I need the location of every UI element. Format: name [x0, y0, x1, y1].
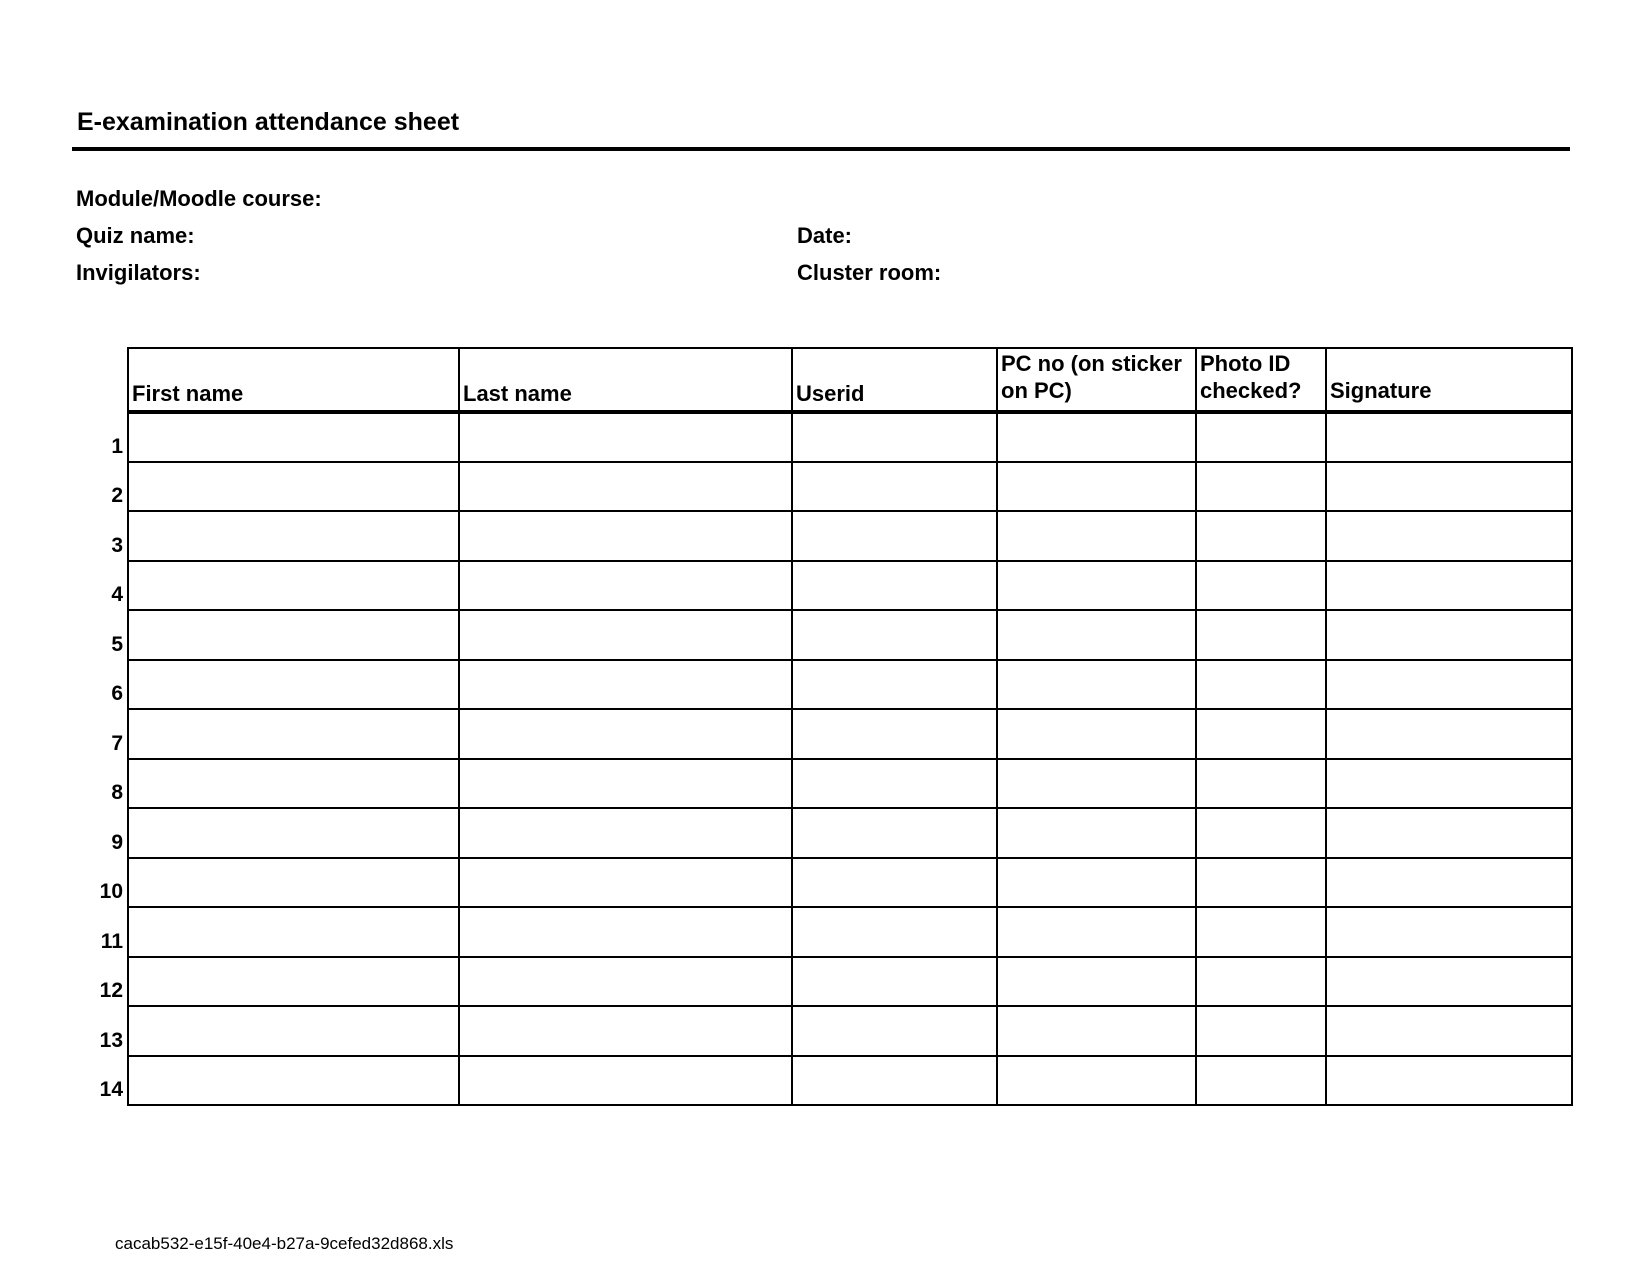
- userid-cell[interactable]: [792, 808, 997, 858]
- row-number: 13: [99, 1028, 123, 1052]
- last-name-cell[interactable]: [459, 1006, 792, 1056]
- first-name-cell[interactable]: [111, 561, 459, 611]
- column-header-signature: [1326, 348, 1572, 412]
- first-name-cell[interactable]: [111, 660, 459, 710]
- row-number: 9: [111, 830, 123, 854]
- row-number: 12: [99, 979, 123, 1002]
- userid-cell[interactable]: [792, 957, 997, 1007]
- photo-id-cell[interactable]: [1196, 561, 1326, 611]
- row-number: 10: [99, 880, 123, 903]
- signature-cell[interactable]: [1326, 1056, 1572, 1106]
- pc-no-cell[interactable]: [997, 808, 1196, 858]
- first-name-cell[interactable]: [99, 1006, 459, 1056]
- column-header-text: checked?: [1200, 378, 1302, 403]
- column-header-first-name: [128, 348, 459, 412]
- table-row: [128, 561, 1572, 611]
- column-header-pc-no: [997, 348, 1196, 412]
- pc-no-cell[interactable]: [997, 1056, 1196, 1106]
- userid-cell[interactable]: [792, 759, 997, 809]
- table-row: [128, 462, 1572, 512]
- first-name-cell[interactable]: [99, 957, 459, 1007]
- invigilators-label: Invigilators:: [76, 260, 201, 285]
- column-header-photo-id: [1196, 348, 1326, 412]
- title-divider: [72, 147, 1570, 151]
- page-title: E-examination attendance sheet: [77, 108, 460, 136]
- table-row: [128, 957, 1572, 1007]
- last-name-cell[interactable]: [459, 660, 792, 710]
- table-header-row: [128, 348, 1572, 412]
- row-number: 14: [99, 1078, 123, 1101]
- quiz-name-label: Quiz name:: [76, 223, 195, 248]
- table-row: [128, 1006, 1572, 1056]
- signature-cell[interactable]: [1326, 660, 1572, 710]
- signature-cell[interactable]: [1326, 1006, 1572, 1056]
- last-name-cell[interactable]: [459, 412, 792, 462]
- pc-no-cell[interactable]: [997, 561, 1196, 611]
- photo-id-cell[interactable]: [1196, 907, 1326, 957]
- signature-cell[interactable]: [1326, 907, 1572, 957]
- userid-cell[interactable]: [792, 462, 997, 512]
- signature-cell[interactable]: [1326, 808, 1572, 858]
- signature-cell[interactable]: [1326, 610, 1572, 660]
- signature-cell[interactable]: [1326, 759, 1572, 809]
- column-header-text: Photo ID: [1200, 351, 1291, 376]
- row-number: 4: [111, 583, 123, 606]
- last-name-cell[interactable]: [459, 1056, 792, 1106]
- first-name-cell[interactable]: [100, 907, 459, 957]
- table-row: [128, 808, 1572, 858]
- row-number: 6: [111, 682, 123, 705]
- last-name-cell[interactable]: [459, 709, 792, 759]
- pc-no-cell[interactable]: [997, 610, 1196, 660]
- userid-cell[interactable]: [792, 858, 997, 908]
- row-number: 1: [111, 434, 123, 458]
- photo-id-cell[interactable]: [1196, 1006, 1326, 1056]
- photo-id-cell[interactable]: [1196, 462, 1326, 512]
- last-name-cell[interactable]: [459, 561, 792, 611]
- column-header-text: Signature: [1330, 378, 1432, 403]
- last-name-cell[interactable]: [459, 858, 792, 908]
- last-name-cell[interactable]: [459, 759, 792, 809]
- table-row: [128, 709, 1572, 759]
- first-name-cell[interactable]: [111, 462, 459, 512]
- userid-cell[interactable]: [792, 907, 997, 957]
- column-header-userid: [792, 348, 997, 412]
- first-name-cell[interactable]: [111, 511, 459, 561]
- signature-cell[interactable]: [1326, 511, 1572, 561]
- table-row: [128, 1056, 1572, 1106]
- userid-cell[interactable]: [792, 1056, 997, 1106]
- row-number: 8: [111, 781, 123, 804]
- pc-no-cell[interactable]: [997, 759, 1196, 809]
- first-name-cell[interactable]: [111, 709, 459, 759]
- column-header-text: Userid: [796, 381, 865, 406]
- signature-cell[interactable]: [1326, 561, 1572, 611]
- photo-id-cell[interactable]: [1196, 511, 1326, 561]
- last-name-cell[interactable]: [459, 610, 792, 660]
- pc-no-cell[interactable]: [997, 858, 1196, 908]
- pc-no-cell[interactable]: [997, 511, 1196, 561]
- pc-no-cell[interactable]: [997, 1006, 1196, 1056]
- column-header-text: First name: [132, 381, 244, 406]
- pc-no-cell[interactable]: [997, 462, 1196, 512]
- table-row: [128, 660, 1572, 710]
- column-header-text: Last name: [463, 381, 572, 406]
- column-header-text: PC no (on sticker: [1001, 351, 1182, 376]
- photo-id-cell[interactable]: [1196, 1056, 1326, 1106]
- pc-no-cell[interactable]: [997, 412, 1196, 462]
- first-name-cell[interactable]: [111, 610, 459, 660]
- signature-cell[interactable]: [1326, 858, 1572, 908]
- row-number: 11: [100, 929, 123, 953]
- photo-id-cell[interactable]: [1196, 957, 1326, 1007]
- first-name-cell[interactable]: [111, 759, 459, 809]
- pc-no-cell[interactable]: [997, 660, 1196, 710]
- photo-id-cell[interactable]: [1196, 808, 1326, 858]
- attendance-table: [99, 347, 1573, 1106]
- first-name-cell[interactable]: [99, 858, 459, 908]
- last-name-cell[interactable]: [459, 511, 792, 561]
- pc-no-cell[interactable]: [997, 957, 1196, 1007]
- table-row: [128, 511, 1572, 561]
- photo-id-cell[interactable]: [1196, 610, 1326, 660]
- photo-id-cell[interactable]: [1196, 709, 1326, 759]
- date-label: Date:: [797, 223, 853, 248]
- last-name-cell[interactable]: [459, 808, 792, 858]
- row-number: 3: [111, 533, 123, 557]
- photo-id-cell[interactable]: [1196, 412, 1326, 462]
- pc-no-cell[interactable]: [997, 709, 1196, 759]
- signature-cell[interactable]: [1326, 709, 1572, 759]
- row-number: 7: [111, 731, 123, 755]
- last-name-cell[interactable]: [459, 957, 792, 1007]
- photo-id-cell[interactable]: [1196, 660, 1326, 710]
- cluster-room-label: Cluster room:: [797, 260, 942, 285]
- pc-no-cell[interactable]: [997, 907, 1196, 957]
- last-name-cell[interactable]: [459, 907, 792, 957]
- first-name-cell[interactable]: [111, 412, 459, 462]
- signature-cell[interactable]: [1326, 412, 1572, 462]
- table-row: [128, 907, 1572, 957]
- first-name-cell[interactable]: [111, 808, 459, 858]
- first-name-cell[interactable]: [99, 1056, 459, 1106]
- module-course-label: Module/Moodle course:: [76, 186, 322, 211]
- footer-filename: cacab532-e15f-40e4-b27a-9cefed32d868.xls: [115, 1234, 454, 1253]
- row-number: 5: [111, 632, 123, 656]
- signature-cell[interactable]: [1326, 462, 1572, 512]
- userid-cell[interactable]: [792, 709, 997, 759]
- photo-id-cell[interactable]: [1196, 759, 1326, 809]
- userid-cell[interactable]: [792, 561, 997, 611]
- userid-cell[interactable]: [792, 660, 997, 710]
- userid-cell[interactable]: [792, 610, 997, 660]
- row-number: 2: [111, 484, 123, 507]
- table-row: [128, 610, 1572, 660]
- userid-cell[interactable]: [792, 412, 997, 462]
- last-name-cell[interactable]: [459, 462, 792, 512]
- signature-cell[interactable]: [1326, 957, 1572, 1007]
- userid-cell[interactable]: [792, 1006, 997, 1056]
- table-row: [128, 412, 1572, 462]
- table-body: [99, 412, 1572, 1105]
- photo-id-cell[interactable]: [1196, 858, 1326, 908]
- table-row: [128, 858, 1572, 908]
- column-header-last-name: [459, 348, 792, 412]
- table-row: [128, 759, 1572, 809]
- column-header-text: on PC): [1001, 378, 1072, 403]
- userid-cell[interactable]: [792, 511, 997, 561]
